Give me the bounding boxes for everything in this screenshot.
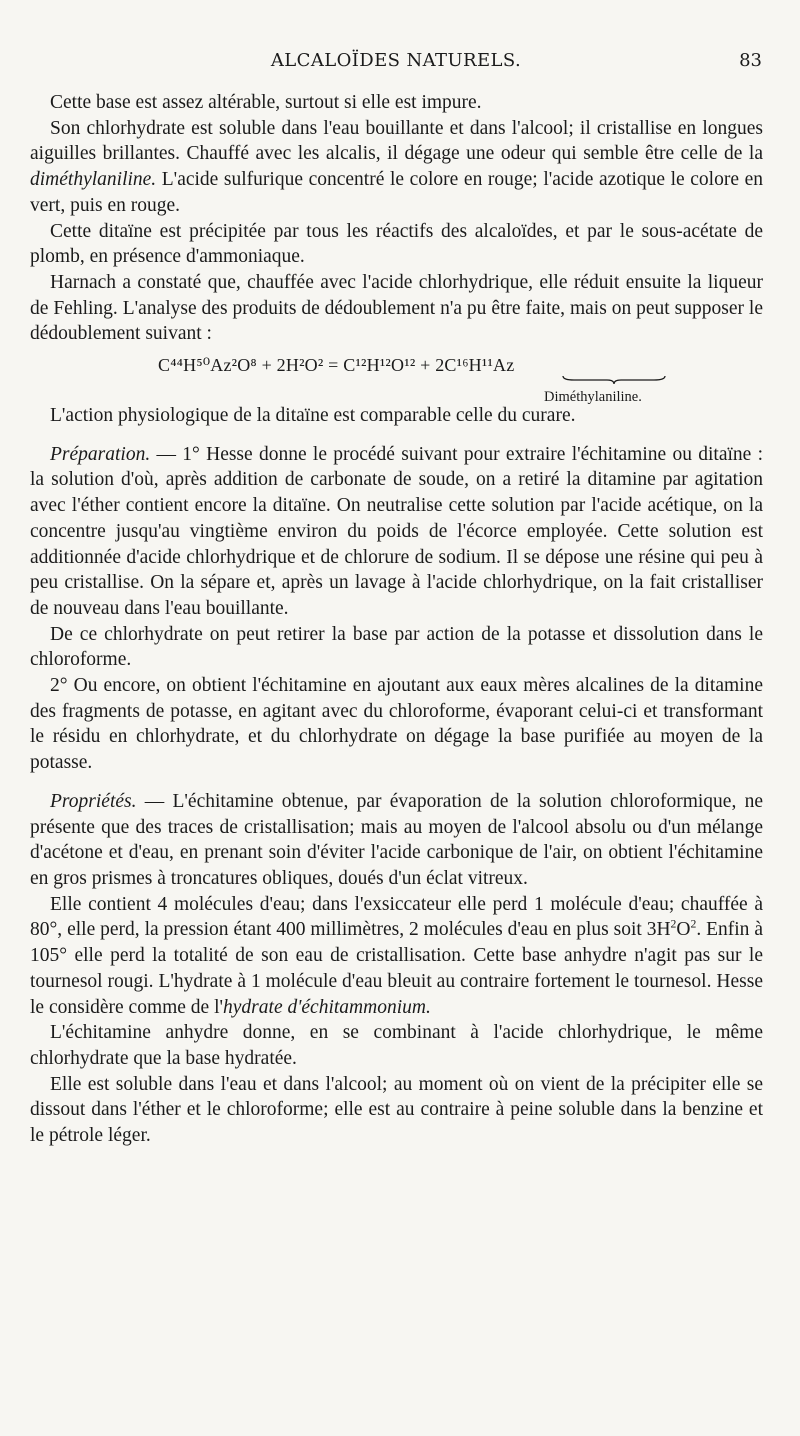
- paragraph: Elle est soluble dans l'eau et dans l'alcool; au moment où on vient de la précipiter elle se dissout dans l'éther et le chloroforme; elle est au contraire à peine soluble dans la benzine et le pétrole léger.: [30, 1073, 763, 1147]
- text-run: O: [676, 919, 691, 941]
- reactant: C⁴⁴H⁵⁰Az²O⁸: [158, 355, 257, 376]
- operator: =: [323, 355, 344, 376]
- header-title: ALCALOÏDES NATURELS.: [270, 50, 522, 71]
- paragraph: [30, 116, 763, 219]
- italic-term: diméthylaniline.: [30, 169, 157, 191]
- paragraph: Harnach a constaté que, chauffée avec l'acide chlorhydrique, elle réduit ensuite la liqueur de Fehling. L'analyse des produits de dédoublement n'a pu être faite, mais on peut supposer le dédoublement suivant :: [30, 271, 763, 345]
- page-number: 83: [739, 50, 762, 71]
- paragraph: [30, 892, 763, 1021]
- text-run: L'acide sulfurique concentré le colore en rouge; l'acide azotique le colore en vert, puis en rouge.: [30, 169, 763, 216]
- text-run: . Enfin à 105° elle perd la totalité de son eau de cristallisation. Cette base anhydre n'agit pas sur le tournesol rougi. L'hydrate à 1 molécule d'eau bleuit au contraire fortement le tournesol. Hesse le considère comme de l': [30, 919, 764, 1018]
- product: C¹²H¹²O¹²: [343, 355, 416, 376]
- paragraph: Cette ditaïne est précipitée par tous les réactifs des alcaloïdes, et par le sous-acétate de plomb, en présence d'ammoniaque.: [30, 220, 763, 268]
- running-header: [30, 50, 762, 76]
- reaction-equation: [30, 353, 763, 406]
- section-label: Propriétés.: [50, 790, 137, 812]
- paragraph: 2° Ou encore, on obtient l'échitamine en ajoutant aux eaux mères alcalines de la ditamine des fragments de potasse, en agitant avec du chloroforme, évaporant celui-ci et transformant le résidu en chlorhydrate, et du chlorhydrate on dégage la base purifiée au moyen de la potasse.: [30, 675, 763, 774]
- text-run: — L'échitamine obtenue, par évaporation de la solution chloroformique, ne présente que des traces de cristallisation; mais au moyen de l'alcool absolu ou d'un mélange d'acétone et d'eau, en prenant soin d'éviter l'acide carbonique de l'air, on obtient l'échitamine en gros prismes à troncatures obliques, doués d'un éclat vitreux.: [30, 790, 763, 889]
- paragraph: [30, 789, 763, 892]
- italic-term: hydrate d'échitammonium.: [223, 996, 431, 1018]
- formula-label: Diméthylaniline.: [544, 389, 642, 406]
- paragraph: Cette base est assez altérable, surtout si elle est impure.: [50, 92, 482, 113]
- operator: +: [256, 355, 277, 376]
- underbrace-icon: [562, 375, 666, 385]
- paragraph: [30, 442, 763, 622]
- operator: +: [415, 355, 436, 376]
- reactant: 2H²O²: [276, 355, 324, 376]
- section-label: Préparation.: [50, 443, 151, 465]
- text-run: — 1° Hesse donne le procédé suivant pour extraire l'échitamine ou ditaïne : la solution d'où, après addition de carbonate de soude, on a retiré la ditamine par agitation avec l'éther contient encore la ditaïne. On neutralise cette solution par l'acide acétique, on la concentre jusqu'au vingtième environ du poids de l'écorce employée. Cette solution est additionnée d'acide chlorhydrique et de chlorure de sodium. Il se dépose une résine qui peu à peu cristallise. On la sépare et, après un lavage à l'acide chlorhydrique, on la fait cristalliser de nouveau dans l'eau bouillante.: [30, 443, 763, 619]
- paragraph: L'échitamine anhydre donne, en se combinant à l'acide chlorhydrique, le même chlorhydrate que la base hydratée.: [30, 1022, 763, 1069]
- equation-line: [158, 353, 514, 379]
- superscript: 2: [690, 917, 697, 931]
- paragraph: L'action physiologique de la ditaïne est comparable celle du curare.: [50, 405, 576, 427]
- text-run: Elle contient 4 molécules d'eau; dans l'exsiccateur elle perd 1 molécule d'eau; chauffée à 80°, elle perd, la pression étant 400 millimètres, 2 molécules d'eau en plus soit 3H: [30, 893, 763, 941]
- body-text: [30, 90, 763, 1149]
- product: 2C¹⁶H¹¹Az: [435, 355, 515, 376]
- superscript: 2: [670, 917, 677, 931]
- paragraph: De ce chlorhydrate on peut retirer la base par action de la potasse et dissolution dans le chloroforme.: [30, 623, 763, 671]
- text-run: Son chlorhydrate est soluble dans l'eau bouillante et dans l'alcool; il cristallise en longues aiguilles brillantes. Chauffé avec les alcalis, il dégage une odeur qui semble être celle de la: [30, 117, 763, 165]
